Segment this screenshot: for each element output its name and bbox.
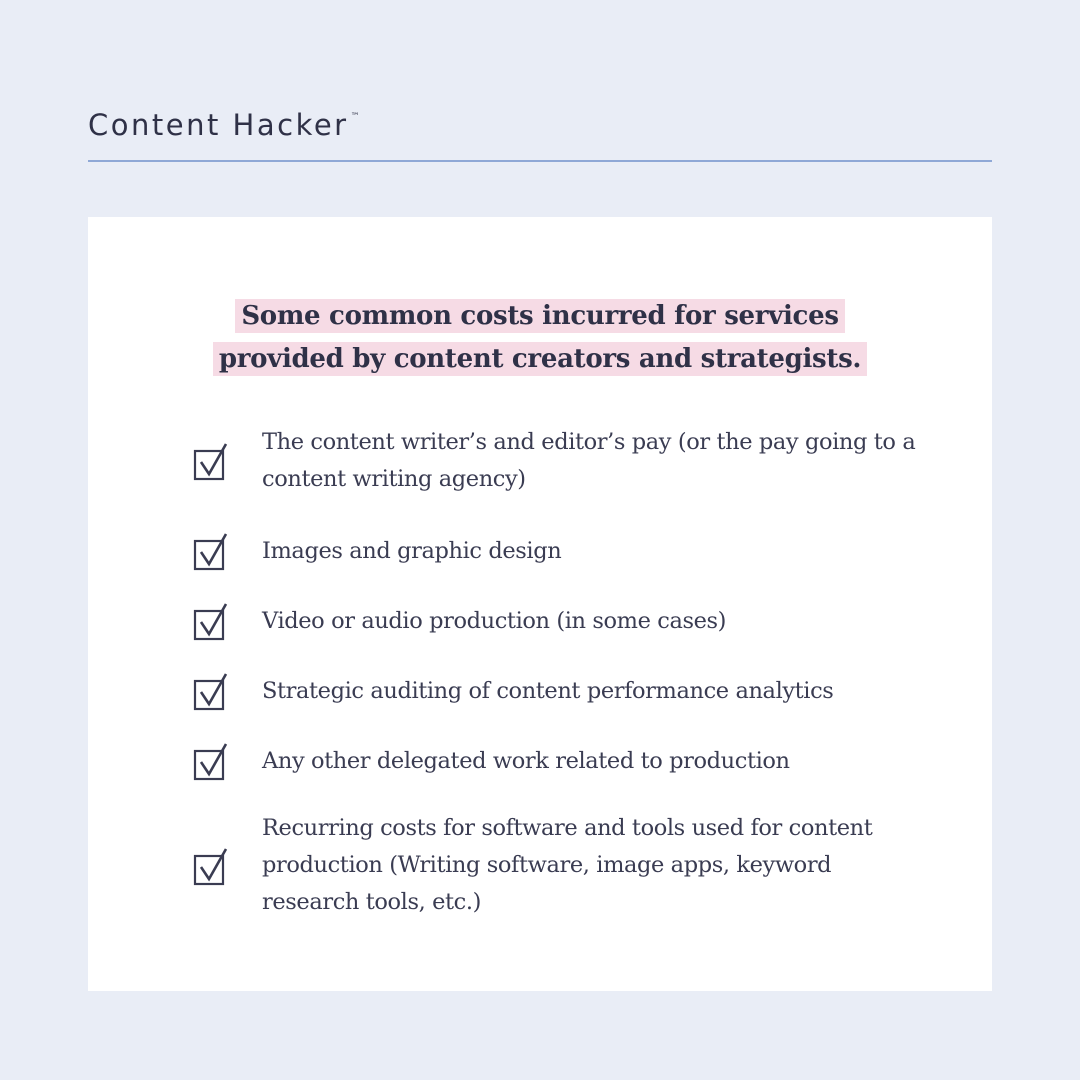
list-item-label: Any other delegated work related to production <box>262 747 790 774</box>
list-item-label: Strategic auditing of content performance analytics <box>262 677 834 704</box>
list-item <box>192 531 932 571</box>
list-item-label: Video or audio production (in some cases) <box>262 607 727 634</box>
card-heading <box>88 295 992 381</box>
trademark-symbol: ™ <box>350 112 360 122</box>
list-item-label: The content writer’s and editor’s pay (or the pay going to a content writing agency) <box>262 429 916 492</box>
checkbox-checked-icon <box>192 531 232 571</box>
checkbox-checked-icon <box>192 441 232 481</box>
brand-name: Content Hacker <box>88 108 349 142</box>
checkbox-checked-icon <box>192 741 232 781</box>
list-item <box>192 601 932 641</box>
checkbox-checked-icon <box>192 601 232 641</box>
list-item <box>192 424 932 498</box>
header-divider <box>88 160 992 162</box>
checkbox-checked-icon <box>192 671 232 711</box>
content-card <box>88 217 992 991</box>
checkbox-checked-icon <box>192 846 232 886</box>
list-item-label: Images and graphic design <box>262 537 562 564</box>
heading-line-1: Some common costs incurred for services <box>235 299 844 333</box>
list-item <box>192 671 932 711</box>
list-item-label: Recurring costs for software and tools used for content production (Writing software, image apps, keyword research tools, etc.) <box>262 815 873 915</box>
list-item <box>192 810 932 921</box>
list-item <box>192 741 932 781</box>
brand-logo <box>88 108 360 142</box>
heading-line-2: provided by content creators and strategists. <box>213 342 867 376</box>
